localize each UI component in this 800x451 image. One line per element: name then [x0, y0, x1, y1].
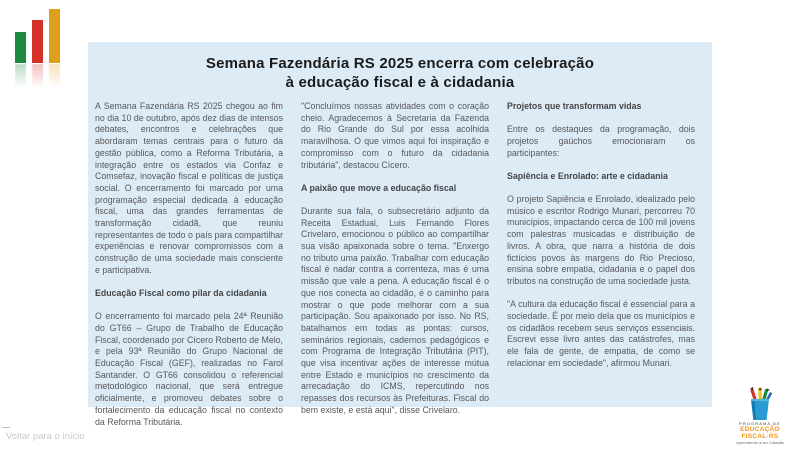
- logo-bar-red: [32, 20, 43, 63]
- logo-bar-green: [15, 32, 26, 63]
- paragraph: O projeto Sapiência e Enrolado, idealizado pelo músico e escritor Rodrigo Munari, percorreu 70 municípios, impactando cerca de 100 mil jovens com palestras musicadas e distribuição de livros. A obra, que narra a história de dois fictícios povos às margens do Rio Precioso, ensina sobre empatia, cidadania e o papel dos tributos na construção de uma sociedade justa.: [507, 194, 695, 286]
- section-heading: Projetos que transformam vidas: [507, 101, 642, 111]
- program-logo-line-1: PROGRAMA DE: [739, 420, 781, 426]
- page-title: [88, 55, 712, 92]
- section-heading: A paixão que move a educação fiscal: [301, 182, 457, 193]
- paragraph: O encerramento foi marcado pela 24ª Reunião do GT66 – Grupo de Trabalho de Educação Fiscal, coordenado por Cícero Roberto de Melo, e pela 93ª Reunião do Grupo Nacional de Educação Fiscal (GEF), realizadas no Farol Santander. O GT66 consolidou o referencial metodológico nacional, que será entregue oficialmente, e promoveu debates sobre o fortalecimento da educação fiscal no contexto da Reforma Tributária.: [95, 311, 283, 427]
- content-panel: [88, 42, 712, 427]
- paragraph: Durante sua fala, o subsecretário adjunto da Receita Estadual, Luis Fernando Flores Crivelaro, emocionou o público ao compartilhar sua visão apaixonada sobre o tema. "Enxergo no tributo uma paixão. Trabalhar com educação fiscal é nadar contra a correnteza, mas é uma missão que vale a pena. A educação fiscal é o que nos conecta ao cidadão, é o caminho para mostrar o que pode melhorar com a sua participação. Sou apaixonado por isso. No RS, batalhamos em todas as pontas: cursos, seminários regionais, cadernos pedagógicos e com Programa de Integração Tributária (PIT), que visa incentivar ações de interesse mútua entre Estado e municípios no crescimento da arrecadação do ICMS, repercutindo nos repasses dos recursos às Prefeituras. Fiscal do bem existe, e está aqui", disse Crivelaro.: [301, 205, 489, 415]
- program-logo-line-4: Aprendendo a ser Cidadão: [736, 439, 784, 445]
- bar-chart-logo: [15, 9, 61, 118]
- paragraph: Entre os destaques da programação, dois projetos gaúchos emocionaram os participantes:: [507, 124, 695, 158]
- column-1: [95, 101, 283, 440]
- paragraph: "A cultura da educação fiscal é essencial para a sociedade. É por meio dela que os municípios e os cidadãos recebem seus serviços essenciais. Escrevi esse livro antes das catástrofes, mas ele fala de gente, de empatia, de como se relacionar em sociedade", afirmou Munari.: [507, 299, 695, 368]
- page-title-line-2: à educação fiscal e à cidadania: [285, 73, 515, 91]
- divider-dash: [2, 427, 10, 428]
- section-heading: Educação Fiscal como pilar da cidadania: [95, 288, 267, 299]
- education-fiscal-logo: [732, 387, 788, 446]
- page-title-line-1: Semana Fazendária RS 2025 encerra com celebração: [205, 55, 595, 72]
- column-2: [301, 101, 489, 440]
- text-columns: [95, 101, 695, 440]
- pencil-cup-icon: [742, 387, 778, 421]
- section-heading: Sapiência e Enrolado: arte e cidadania: [507, 170, 668, 181]
- column-3: [507, 101, 695, 440]
- program-logo-line-3: FISCAL-RS: [741, 432, 779, 440]
- paragraph: "Concluímos nossas atividades com o coração cheio. Agradecemos à Secretaria da Fazenda do Rio Grande do Sul por essa acolhida maravilhosa. O que vimos aqui foi inspiração e compromisso com o futuro da cidadania tributária", destacou Cícero.: [301, 101, 489, 170]
- logo-bar-orange: [49, 9, 60, 63]
- program-logo-line-2: EDUCAÇÃO: [740, 425, 780, 433]
- bar-chart-logo-reflection: [15, 64, 61, 118]
- paragraph: A Semana Fazendária RS 2025 chegou ao fim no dia 10 de outubro, após dez dias de intensos debates, encontros e celebrações que abordaram temas centrais para o futuro da gestão pública, como a Reforma Tributária, a integração entre os estados via Confaz e Comsefaz, inovação fiscal e políticas de justiça social. O encerramento foi marcado por uma programação especial dedicada à educação fiscal, uma das grandes ferramentas de transformação cidadã, que reuniu representantes de todo o país para compartilhar experiências e renovar compromissos com a construção de uma sociedade mais consciente e participativa.: [95, 101, 283, 275]
- back-to-start-link[interactable]: Voltar para o início: [6, 431, 85, 442]
- bar-chart-logo-bars: [15, 9, 61, 63]
